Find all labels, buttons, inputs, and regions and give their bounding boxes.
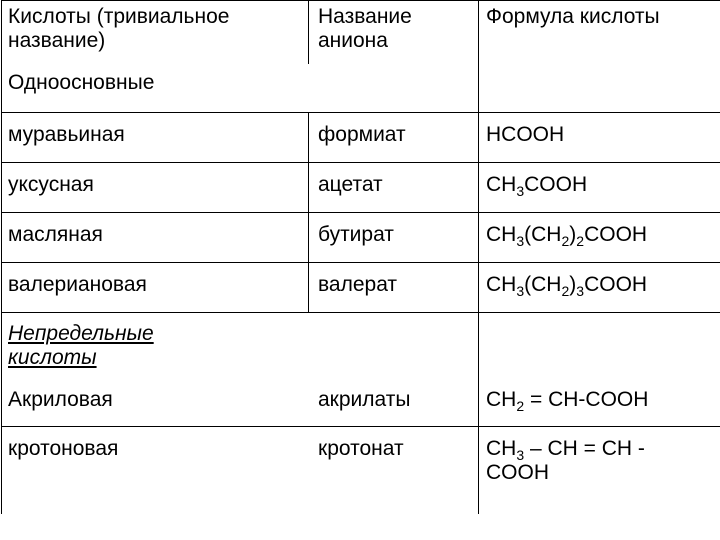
column-divider-2 bbox=[478, 0, 479, 514]
acid-formula: $CH_3$ – CH = CH - COOH bbox=[486, 437, 645, 484]
acid-name: Акриловая bbox=[8, 388, 113, 411]
header-anion-name: Название аниона bbox=[318, 5, 412, 52]
acid-formula: $CH_2$ = CH-COOH bbox=[486, 388, 649, 414]
acid-formula: $CH_3(CH_2)_2COOH$ bbox=[486, 223, 648, 249]
row-divider bbox=[1, 162, 720, 163]
acid-name: кротоновая bbox=[8, 437, 119, 460]
row-divider bbox=[1, 312, 720, 313]
anion-name: кротонат bbox=[318, 437, 404, 460]
row-divider bbox=[1, 112, 720, 113]
row-divider bbox=[1, 212, 720, 213]
acid-name: уксусная bbox=[8, 173, 94, 196]
anion-name: бутират bbox=[318, 223, 394, 246]
acid-name: муравьиная bbox=[8, 123, 125, 146]
header-acid-formula: Формула кислоты bbox=[486, 5, 660, 28]
row-divider bbox=[1, 0, 720, 1]
anion-name: валерат bbox=[318, 273, 398, 296]
acid-name: масляная bbox=[8, 223, 103, 246]
acid-formula: HCOOH bbox=[486, 123, 565, 146]
anion-name: ацетат bbox=[318, 173, 383, 196]
row-divider bbox=[1, 262, 720, 263]
acid-name: валериановая bbox=[8, 273, 147, 296]
table-left-border bbox=[1, 0, 2, 514]
column-divider-1 bbox=[308, 0, 309, 64]
group-title-unsaturated: Непредельные кислоты bbox=[8, 322, 154, 369]
acid-formula: $CH_3COOH$ bbox=[486, 173, 588, 199]
acid-formula: $CH_3(CH_2)_3COOH$ bbox=[486, 273, 648, 299]
header-acid-name: Кислоты (тривиальное название) bbox=[8, 5, 230, 52]
group-title-monobasic: Одноосновные bbox=[8, 71, 155, 94]
anion-name: акрилаты bbox=[318, 388, 411, 411]
row-divider bbox=[1, 426, 720, 427]
anion-name: формиат bbox=[318, 123, 406, 146]
